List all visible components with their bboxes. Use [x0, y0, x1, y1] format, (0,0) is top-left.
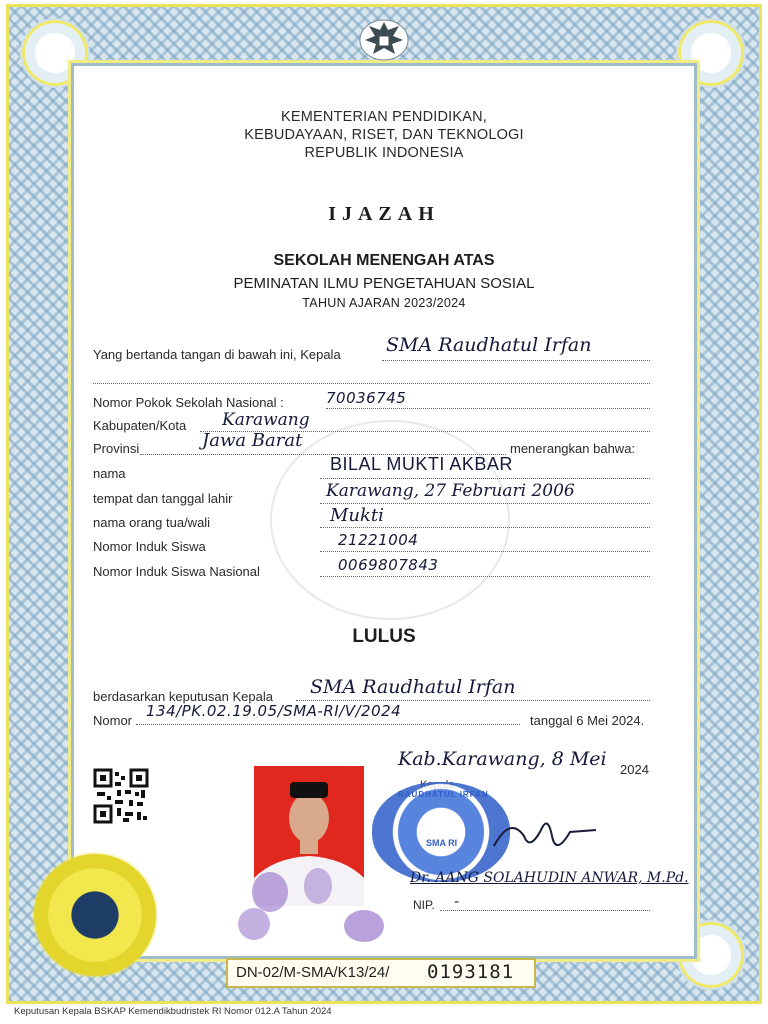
city-label: Kabupaten/Kota	[93, 418, 187, 433]
nip-label: NIP.	[413, 898, 435, 912]
parent-value: Mukti	[330, 505, 384, 526]
decree-date: tanggal 6 Mei 2024.	[530, 713, 645, 728]
signer-dotted-line	[382, 360, 650, 361]
fingerprint-marks	[232, 864, 392, 944]
npsn-label: Nomor Pokok Sekolah Nasional :	[93, 395, 284, 410]
school-type: SEKOLAH MENENGAH ATAS	[273, 252, 495, 269]
nis-dotted-line	[320, 551, 650, 552]
nisn-value: 0069807843	[338, 556, 439, 574]
province-value: Jawa Barat	[202, 430, 303, 451]
nip-value: -	[454, 894, 460, 910]
ministry-heading	[0, 108, 768, 162]
signature-scribble	[490, 806, 600, 862]
basis-value: SMA Raudhatul Irfan	[310, 676, 516, 698]
decree-value: 134/PK.02.19.05/SMA-RI/V/2024	[146, 702, 402, 720]
birth-value: Karawang, 27 Februari 2006	[326, 481, 575, 501]
decree-label: Nomor	[93, 713, 133, 728]
ministry-line-3: REPUBLIK INDONESIA	[304, 145, 464, 161]
birth-dotted-line	[320, 503, 650, 504]
signer-label: Yang bertanda tangan di bawah ini, Kepala	[93, 347, 341, 362]
signer-value: SMA Raudhatul Irfan	[386, 334, 592, 356]
ministry-line-1: KEMENTERIAN PENDIDIKAN,	[280, 109, 488, 125]
parent-dotted-line	[320, 527, 650, 528]
basis-dotted-line	[296, 700, 650, 701]
states-label: menerangkan bahwa:	[510, 441, 636, 456]
decree-dotted-line	[136, 724, 520, 725]
document-title: IJAZAH	[328, 203, 440, 225]
name-label: nama	[93, 466, 126, 481]
city-value: Karawang	[222, 410, 310, 430]
signature-place-date: Kab.Karawang, 8 Mei	[398, 748, 607, 770]
name-dotted-line	[320, 478, 650, 479]
serial-prefix: DN-02/M-SMA/K13/24/	[236, 964, 390, 981]
birth-label: tempat dan tanggal lahir	[93, 491, 233, 506]
ministry-line-2: KEBUDAYAAN, RISET, DAN TEKNOLOGI	[244, 127, 524, 143]
qr-code-icon	[93, 768, 149, 824]
signer-continuation-line	[93, 383, 650, 384]
nis-label: Nomor Induk Siswa	[93, 539, 206, 554]
serial-number: 0193181	[427, 961, 515, 983]
parent-label: nama orang tua/wali	[93, 515, 211, 530]
nisn-dotted-line	[320, 576, 650, 577]
graduation-status: LULUS	[352, 626, 416, 647]
nisn-label: Nomor Induk Siswa Nasional	[93, 564, 260, 579]
student-name: BILAL MUKTI AKBAR	[330, 454, 513, 474]
specialization: PEMINATAN ILMU PENGETAHUAN SOSIAL	[233, 275, 535, 292]
garuda-emblem-icon	[357, 14, 411, 64]
stamp-center-text: SMA RI	[426, 838, 458, 848]
principal-name: Dr. AANG SOLAHUDIN ANWAR, M.Pd.	[410, 870, 689, 886]
academic-year: TAHUN AJARAN 2023/2024	[302, 296, 466, 310]
watermark-emblem	[270, 420, 510, 620]
npsn-value: 70036745	[326, 389, 407, 407]
signature-year: 2024	[620, 762, 649, 777]
hologram-seal	[32, 852, 158, 978]
footer-decree-note: Keputusan Kepala BSKAP Kemendikbudristek RI Nomor 012.A Tahun 2024	[14, 1006, 332, 1017]
nip-dotted-line	[440, 910, 650, 911]
province-label: Provinsi	[93, 441, 140, 456]
nis-value: 21221004	[338, 531, 419, 549]
basis-label: berdasarkan keputusan Kepala	[93, 689, 273, 704]
npsn-dotted-line	[326, 408, 650, 409]
stamp-text: RAUDHATUL IRFAN	[398, 790, 489, 799]
